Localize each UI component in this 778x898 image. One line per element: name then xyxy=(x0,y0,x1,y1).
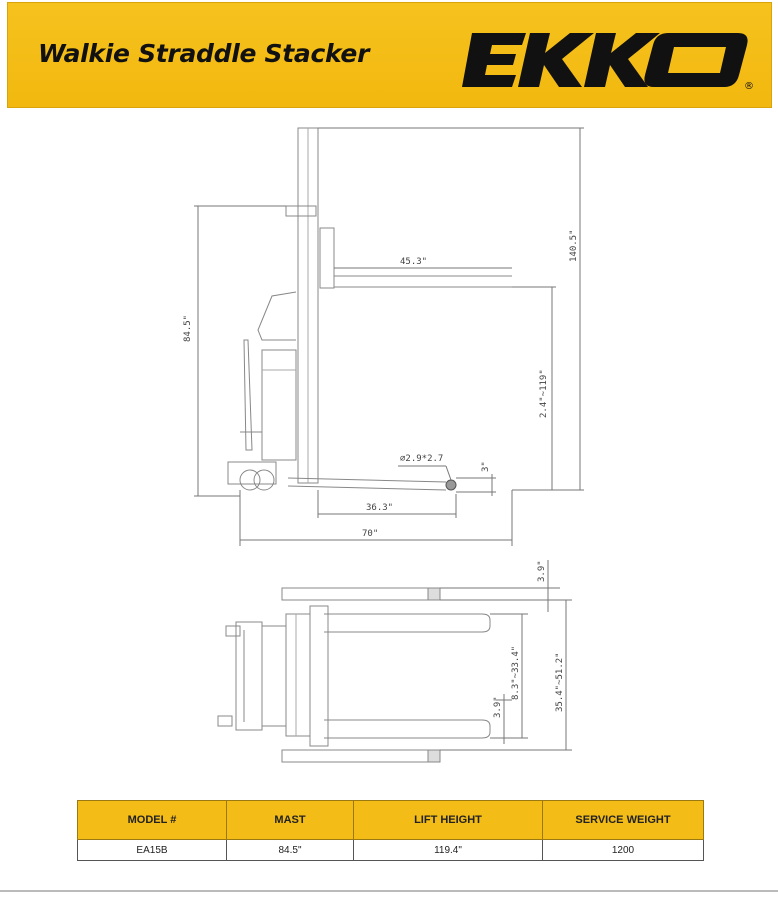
dim-lift-range: 2.4"~119" xyxy=(539,369,549,418)
dim-overall-height: 140.5" xyxy=(569,229,579,262)
dim-fork-length: 45.3" xyxy=(400,257,428,267)
cell-lift-height: 119.4" xyxy=(354,840,543,861)
cell-model: EA15B xyxy=(78,840,227,861)
col-mast: MAST xyxy=(227,801,354,840)
dim-mast-height: 84.5" xyxy=(183,314,193,342)
dim-fork-spread: 8.3"~33.4" xyxy=(511,645,521,700)
dim-overall-length: 70" xyxy=(362,529,379,539)
table-row xyxy=(78,840,704,861)
cell-mast: 84.5" xyxy=(227,840,354,861)
dim-outer-width: 35.4"~51.2" xyxy=(555,652,565,712)
spec-header-row xyxy=(78,801,704,840)
dim-wheel-size: ∅2.9*2.7 xyxy=(400,454,444,464)
spec-table xyxy=(77,800,704,861)
col-service-weight: SERVICE WEIGHT xyxy=(543,801,704,840)
cell-service-weight: 1200 xyxy=(543,840,704,861)
col-lift-height: LIFT HEIGHT xyxy=(354,801,543,840)
header-banner xyxy=(7,2,772,108)
dim-wheelbase: 36.3" xyxy=(366,503,394,513)
side-view xyxy=(183,128,584,546)
dim-fork-width: 3.9" xyxy=(493,696,503,718)
top-view xyxy=(218,560,572,762)
dim-fork-thickness: 3" xyxy=(481,461,491,472)
ekko-logo xyxy=(462,25,758,95)
footer-divider xyxy=(0,890,778,892)
technical-drawing xyxy=(0,108,778,798)
page-title: Walkie Straddle Stacker xyxy=(38,39,370,68)
registered-mark: ® xyxy=(744,81,754,92)
dim-outrigger-width: 3.9" xyxy=(537,560,547,582)
col-model: MODEL # xyxy=(78,801,227,840)
